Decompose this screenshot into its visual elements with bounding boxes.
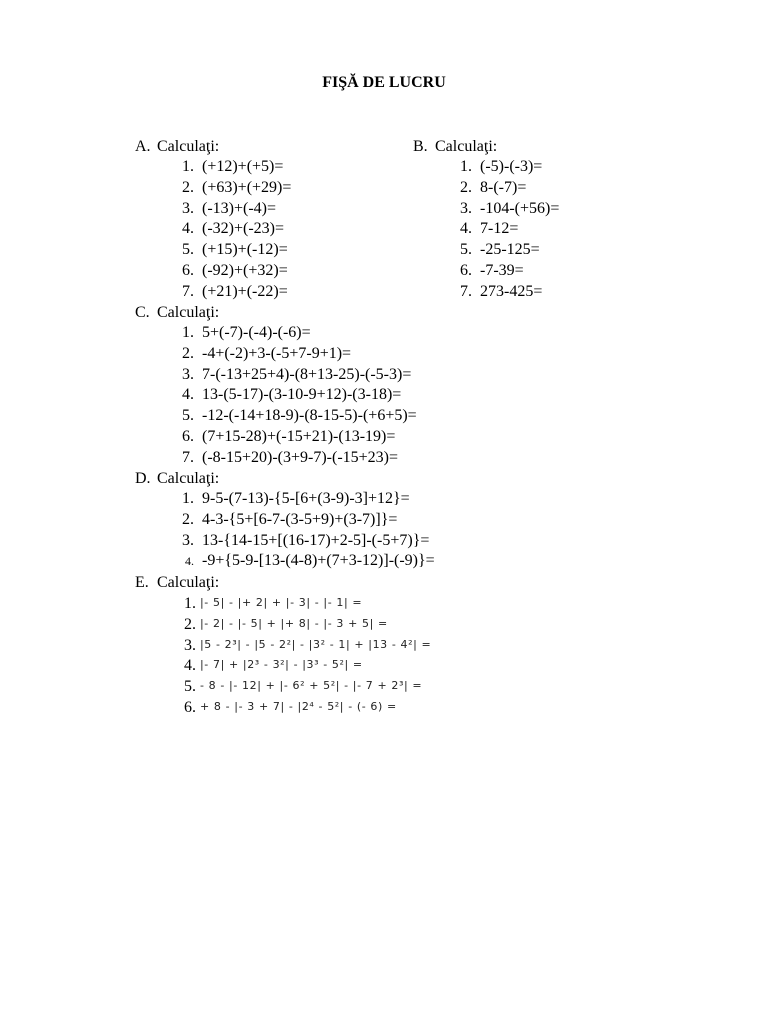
item-expression: -9+{5-9-[13-(4-8)+(7+3-12)]-(-9)}= [202, 552, 435, 570]
list-item [170, 593, 431, 614]
section-d-heading [135, 469, 219, 489]
section-a-title: Calculaţi: [157, 138, 220, 155]
list-item [170, 178, 291, 199]
item-expression: 13-(5-17)-(3-10-9+12)-(3-18)= [202, 386, 402, 404]
section-d-title: Calculaţi: [157, 470, 220, 487]
list-item [170, 406, 417, 427]
list-item [170, 551, 435, 572]
item-expression: (-13)+(-4)= [202, 199, 277, 217]
item-expression: (-32)+(-23)= [202, 220, 285, 238]
item-expression: (+21)+(-22)= [202, 282, 288, 300]
list-item [170, 385, 417, 406]
item-expression: -4+(-2)+3-(-5+7-9+1)= [202, 344, 352, 362]
item-number: 4. [185, 554, 194, 569]
item-number: 3. [184, 636, 196, 654]
item-number: 4. [184, 657, 196, 675]
list-item [170, 199, 291, 220]
item-number: 3. [182, 531, 194, 549]
item-number: 4. [460, 220, 472, 238]
item-number: 5. [184, 678, 196, 696]
item-expression: (+63)+(+29)= [202, 178, 292, 196]
item-expression: 7-12= [480, 220, 519, 238]
item-number: 6. [184, 698, 196, 716]
item-number: 6. [182, 427, 194, 445]
item-number: 2. [460, 178, 472, 196]
item-expression: 8-(-7)= [480, 178, 527, 196]
item-number: 5. [460, 241, 472, 259]
list-item [170, 261, 291, 282]
item-number: 1. [184, 595, 196, 612]
item-expression: (+12)+(+5)= [202, 158, 284, 175]
list-item [170, 323, 417, 344]
list-item [170, 157, 291, 178]
item-number: 2. [182, 510, 194, 528]
list-item [170, 510, 435, 531]
list-item [448, 178, 559, 199]
section-e-list [170, 593, 431, 718]
item-expression: 5+(-7)-(-4)-(-6)= [202, 324, 311, 341]
list-item [170, 531, 435, 552]
list-item [170, 635, 431, 656]
item-number: 7. [182, 448, 194, 466]
page-title: FIŞĂ DE LUCRU [322, 74, 446, 91]
item-number: 3. [182, 365, 194, 383]
item-number: 1. [460, 158, 472, 175]
list-item [448, 240, 559, 261]
section-e-title: Calculaţi: [157, 574, 220, 591]
item-expression: (-5)-(-3)= [480, 158, 543, 175]
item-expression: (-92)+(+32)= [202, 261, 288, 279]
list-item [170, 676, 431, 697]
section-c-list [170, 323, 417, 469]
item-expression: -104-(+56)= [480, 199, 560, 217]
section-e-heading [135, 573, 219, 593]
item-expression: 273-425= [480, 282, 543, 300]
list-item [448, 157, 559, 178]
item-number: 5. [182, 407, 194, 425]
item-number: 6. [460, 261, 472, 279]
section-b-letter: B. [413, 138, 428, 155]
list-item [448, 282, 559, 303]
section-b-title: Calculaţi: [435, 138, 498, 155]
item-number: 4. [182, 386, 194, 404]
item-expression: |5 - 2³| - |5 - 2²| - |3² - 1| + |13 - 4²| = [200, 637, 432, 651]
section-a-letter: A. [135, 138, 151, 155]
item-expression: -12-(-14+18-9)-(8-15-5)-(+6+5)= [202, 407, 417, 425]
item-expression: -7-39= [480, 261, 524, 279]
item-expression: 7-(-13+25+4)-(8+13-25)-(-5-3)= [202, 365, 412, 383]
section-a-heading [135, 137, 219, 157]
list-item [170, 489, 435, 510]
item-expression: 4-3-{5+[6-7-(3-5+9)+(3-7)]}= [202, 510, 398, 528]
list-item [170, 282, 291, 303]
list-item [448, 199, 559, 220]
item-expression: |- 7| + |2³ - 3²| - |3³ - 5²| = [200, 658, 363, 672]
item-number: 3. [460, 199, 472, 217]
item-number: 5. [182, 241, 194, 259]
item-expression: (-8-15+20)-(3+9-7)-(-15+23)= [202, 448, 399, 466]
item-number: 1. [182, 324, 194, 341]
section-b-heading [413, 137, 497, 157]
item-number: 4. [182, 220, 194, 238]
list-item [170, 697, 431, 718]
item-expression: - 8 - |- 12| + |- 6² + 5²| - |- 7 + 2³| = [200, 679, 423, 693]
item-number: 7. [460, 282, 472, 300]
list-item [170, 614, 431, 635]
section-c-heading [135, 303, 219, 323]
item-number: 1. [182, 158, 194, 175]
item-expression: + 8 - |- 3 + 7| - |2⁴ - 5²| - (- 6) = [200, 699, 397, 713]
item-expression: -25-125= [480, 241, 540, 259]
item-number: 7. [182, 282, 194, 300]
section-c-letter: C. [135, 304, 150, 321]
section-a-list [170, 157, 291, 303]
item-expression: |- 2| - |- 5| + |+ 8| - |- 3 + 5| = [200, 616, 388, 630]
section-d-list [170, 489, 435, 572]
list-item [170, 427, 417, 448]
item-number: 2. [184, 615, 196, 633]
item-number: 6. [182, 261, 194, 279]
item-number: 3. [182, 199, 194, 217]
list-item [170, 344, 417, 365]
list-item [170, 219, 291, 240]
list-item [170, 365, 417, 386]
item-number: 2. [182, 344, 194, 362]
list-item [170, 448, 417, 469]
section-c-title: Calculaţi: [157, 304, 220, 321]
item-expression: (7+15-28)+(-15+21)-(13-19)= [202, 427, 396, 445]
list-item [170, 655, 431, 676]
item-number: 1. [182, 490, 194, 507]
list-item [448, 219, 559, 240]
list-item [170, 240, 291, 261]
list-item [448, 261, 559, 282]
section-b-list [448, 157, 559, 303]
section-d-letter: D. [135, 470, 151, 487]
section-e-letter: E. [135, 574, 149, 591]
item-expression: 13-{14-15+[(16-17)+2-5]-(-5+7)}= [202, 531, 430, 549]
item-number: 2. [182, 178, 194, 196]
item-expression: |- 5| - |+ 2| + |- 3| - |- 1| = [200, 596, 363, 609]
item-expression: (+15)+(-12)= [202, 241, 288, 259]
item-expression: 9-5-(7-13)-{5-[6+(3-9)-3]+12}= [202, 490, 410, 507]
